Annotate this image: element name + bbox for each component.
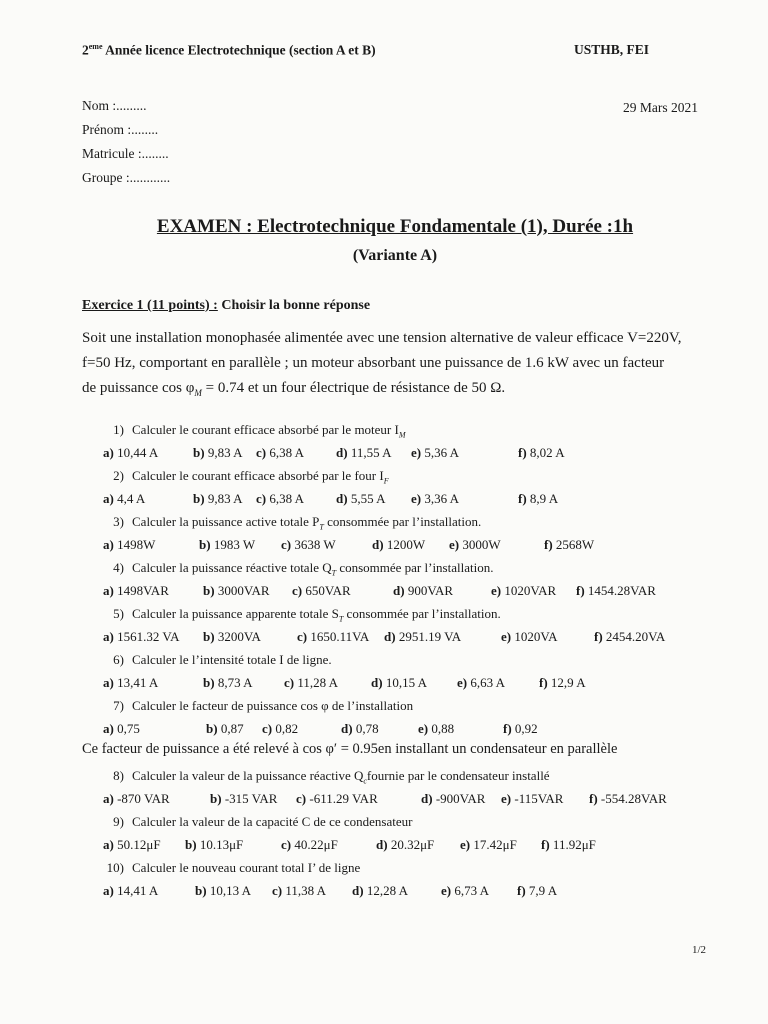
option-value: 10,13 A <box>209 883 251 898</box>
option-letter: a) <box>103 491 118 506</box>
option-value: 40.22μF <box>294 837 338 852</box>
question-4 <box>100 560 493 578</box>
question-text: Calculer la valeur de la puissance réactive Q <box>132 768 364 783</box>
question-number: 1) <box>113 422 124 437</box>
option-value: 6,38 A <box>269 491 305 506</box>
option-value: 6,73 A <box>454 883 490 898</box>
option-letter: d) <box>384 629 399 644</box>
question-number: 3) <box>113 514 124 529</box>
answer-option[interactable] <box>103 883 158 899</box>
answer-option[interactable] <box>193 445 242 461</box>
answer-option[interactable] <box>589 791 667 807</box>
question-number: 4) <box>113 560 124 575</box>
option-letter: e) <box>460 837 474 852</box>
option-value: 10,44 A <box>117 445 159 460</box>
question-9 <box>100 814 412 830</box>
option-value: 3,36 A <box>424 491 460 506</box>
answer-option[interactable] <box>371 675 427 691</box>
option-value: 7,9 A <box>528 883 558 898</box>
question-subscript: c <box>363 776 367 786</box>
option-letter: c) <box>296 791 310 806</box>
answer-option[interactable] <box>441 883 489 899</box>
option-value: 1561.32 VA <box>117 629 180 644</box>
field-prenom: Prénom :........ <box>82 122 159 137</box>
option-letter: f) <box>589 791 601 806</box>
option-letter: f) <box>576 583 588 598</box>
option-letter: e) <box>411 491 425 506</box>
exercise-label: Exercice 1 (11 points) : <box>82 298 218 313</box>
answer-option[interactable] <box>460 837 517 853</box>
question-8 <box>100 768 550 786</box>
answer-option[interactable] <box>103 491 145 507</box>
option-letter: e) <box>501 629 515 644</box>
option-letter: f) <box>517 883 529 898</box>
option-letter: a) <box>103 445 118 460</box>
question-10 <box>100 860 360 876</box>
question-text-cont: consommée par l’installation. <box>343 606 501 621</box>
option-letter: c) <box>256 491 270 506</box>
answer-option[interactable] <box>457 675 505 691</box>
answer-option[interactable] <box>206 721 244 737</box>
option-value: 13,41 A <box>117 675 159 690</box>
option-letter: b) <box>210 791 225 806</box>
answer-option[interactable] <box>103 445 158 461</box>
exam-title: EXAMEN : Electrotechnique Fondamentale (1), Durée :1h <box>156 216 634 237</box>
exercise-instruction: Choisir la bonne réponse <box>217 298 371 313</box>
option-value: -870 VAR <box>117 791 170 806</box>
option-value: 4,4 A <box>117 491 146 506</box>
question-text: Calculer la puissance apparente totale S <box>132 606 339 621</box>
option-letter: b) <box>203 675 218 690</box>
option-value: 11,38 A <box>285 883 327 898</box>
option-value: 8,02 A <box>529 445 565 460</box>
option-letter: e) <box>411 445 425 460</box>
answer-option[interactable] <box>103 837 161 853</box>
answer-option[interactable] <box>384 629 461 645</box>
answer-option[interactable] <box>103 537 155 553</box>
answer-option[interactable] <box>372 537 425 553</box>
answer-option[interactable] <box>103 675 158 691</box>
option-letter: d) <box>336 445 351 460</box>
option-value: 9,83 A <box>207 491 243 506</box>
answer-option[interactable] <box>103 629 179 645</box>
option-value: 2951.19 VA <box>398 629 462 644</box>
answer-option[interactable] <box>336 491 385 507</box>
option-letter: b) <box>195 883 210 898</box>
answer-option[interactable] <box>449 537 501 553</box>
field-nom: Nom :......... <box>82 98 147 113</box>
option-value: 11,55 A <box>350 445 392 460</box>
question-text-cont: fournie par le condensateur installé <box>366 768 550 783</box>
option-letter: c) <box>281 537 295 552</box>
option-letter: f) <box>518 491 530 506</box>
question-7 <box>100 698 413 714</box>
answer-option[interactable] <box>103 721 140 737</box>
answer-option[interactable] <box>539 675 586 691</box>
option-value: -900VAR <box>435 791 486 806</box>
option-value: 17.42μF <box>473 837 517 852</box>
option-letter: b) <box>193 445 208 460</box>
option-letter: d) <box>393 583 408 598</box>
option-letter: b) <box>203 583 218 598</box>
option-letter: b) <box>203 629 218 644</box>
option-value: 2568W <box>555 537 595 552</box>
option-letter: f) <box>594 629 606 644</box>
option-letter: c) <box>262 721 276 736</box>
option-letter: a) <box>103 837 118 852</box>
option-letter: c) <box>284 675 298 690</box>
answer-option[interactable] <box>195 883 251 899</box>
question-number: 10) <box>106 860 124 875</box>
answer-option[interactable] <box>411 445 459 461</box>
answer-option[interactable] <box>256 445 304 461</box>
institution: USTHB, FEI <box>574 42 650 57</box>
option-value: 0,88 <box>431 721 455 736</box>
option-letter: a) <box>103 883 118 898</box>
option-value: 1454.28VAR <box>587 583 656 598</box>
answer-option[interactable] <box>262 721 298 737</box>
answer-option[interactable] <box>518 445 565 461</box>
option-letter: f) <box>518 445 530 460</box>
option-value: -554.28VAR <box>600 791 667 806</box>
question-5 <box>100 606 501 624</box>
option-value: 1650.11VA <box>310 629 370 644</box>
option-letter: a) <box>103 791 118 806</box>
answer-option[interactable] <box>199 537 255 553</box>
answer-option[interactable] <box>501 629 557 645</box>
field-groupe: Groupe :............ <box>82 170 171 185</box>
option-value: 650VAR <box>305 583 351 598</box>
answer-option[interactable] <box>185 837 243 853</box>
answer-option[interactable] <box>421 791 485 807</box>
option-letter: e) <box>418 721 432 736</box>
answer-option[interactable] <box>411 491 459 507</box>
option-value: 6,38 A <box>269 445 305 460</box>
question-text-cont: consommée par l’installation. <box>323 514 482 529</box>
option-value: 9,83 A <box>207 445 243 460</box>
option-letter: e) <box>449 537 463 552</box>
question-text: Calculer la valeur de la capacité C de ce condensateur <box>132 814 413 829</box>
answer-option[interactable] <box>541 837 596 853</box>
option-letter: c) <box>281 837 295 852</box>
option-letter: d) <box>421 791 436 806</box>
answer-option[interactable] <box>193 491 242 507</box>
question-subscript: T <box>338 614 344 624</box>
question-subscript: M <box>398 430 406 440</box>
option-letter: a) <box>103 583 118 598</box>
option-letter: d) <box>376 837 391 852</box>
option-letter: a) <box>103 629 118 644</box>
option-value: 1200W <box>386 537 426 552</box>
option-value: 8,73 A <box>217 675 253 690</box>
option-letter: b) <box>199 537 214 552</box>
answer-option[interactable] <box>296 791 378 807</box>
option-value: 1020VA <box>514 629 558 644</box>
option-value: 5,36 A <box>424 445 460 460</box>
option-letter: c) <box>292 583 306 598</box>
answer-option[interactable] <box>103 583 169 599</box>
question-number: 7) <box>113 698 124 713</box>
question-1 <box>100 422 406 440</box>
answer-option[interactable] <box>103 791 170 807</box>
option-value: 5,55 A <box>350 491 386 506</box>
page-number: 1/2 <box>692 944 707 956</box>
option-letter: f) <box>541 837 553 852</box>
answer-option[interactable] <box>281 537 336 553</box>
answer-option[interactable] <box>336 445 392 461</box>
question-subscript: F <box>383 476 389 486</box>
question-text: Calculer la puissance réactive totale Q <box>132 560 332 575</box>
answer-option[interactable] <box>352 883 408 899</box>
option-value: -315 VAR <box>224 791 278 806</box>
option-value: 0,75 <box>117 721 140 736</box>
option-letter: f) <box>539 675 551 690</box>
option-value: 14,41 A <box>117 883 159 898</box>
question-subscript: T <box>319 522 324 532</box>
question-text-cont: consommée par l’installation. <box>336 560 494 575</box>
question-text: Calculer la puissance active totale P <box>132 514 320 529</box>
option-letter: c) <box>272 883 286 898</box>
answer-option[interactable] <box>292 583 351 599</box>
option-value: 0,87 <box>220 721 244 736</box>
option-letter: f) <box>503 721 515 736</box>
answer-option[interactable] <box>281 837 338 853</box>
option-value: -611.29 VAR <box>309 791 378 806</box>
question-3 <box>100 514 481 532</box>
option-letter: d) <box>372 537 387 552</box>
option-value: 50.12μF <box>117 837 161 852</box>
answer-option[interactable] <box>256 491 304 507</box>
option-value: -115VAR <box>514 791 564 806</box>
answer-option[interactable] <box>501 791 563 807</box>
option-value: 1498W <box>117 537 156 552</box>
option-value: 8,9 A <box>529 491 559 506</box>
mid-statement: Ce facteur de puissance a été relevé à cos φ′ = 0.95en installant un condensateur en parallèle <box>82 741 618 757</box>
answer-option[interactable] <box>203 675 252 691</box>
answer-option[interactable] <box>491 583 556 599</box>
option-value: 1020VAR <box>504 583 557 598</box>
option-letter: a) <box>103 537 118 552</box>
option-value: 6,63 A <box>470 675 506 690</box>
option-letter: d) <box>352 883 367 898</box>
answer-option[interactable] <box>297 629 369 645</box>
option-letter: f) <box>544 537 556 552</box>
option-value: 10,15 A <box>385 675 427 690</box>
option-value: 900VAR <box>407 583 454 598</box>
question-number: 5) <box>113 606 124 621</box>
answer-option[interactable] <box>576 583 656 599</box>
option-value: 10.13μF <box>199 837 244 852</box>
course-header: 2eme Année licence Electrotechnique (section A et B) <box>82 42 376 58</box>
answer-option[interactable] <box>210 791 277 807</box>
answer-option[interactable] <box>203 583 270 599</box>
question-text: Calculer le nouveau courant total I’ de ligne <box>132 860 361 875</box>
answer-option[interactable] <box>544 537 594 553</box>
answer-option[interactable] <box>341 721 379 737</box>
option-letter: d) <box>341 721 356 736</box>
option-letter: a) <box>103 721 118 736</box>
option-value: 0,92 <box>514 721 538 736</box>
question-number: 8) <box>113 768 124 783</box>
answer-option[interactable] <box>284 675 338 691</box>
exam-variant: (Variante A) <box>352 247 438 264</box>
question-text: Calculer le facteur de puissance cos φ de l’installation <box>132 698 414 713</box>
question-2 <box>100 468 389 486</box>
option-value: 2454.20VA <box>605 629 666 644</box>
option-letter: e) <box>441 883 455 898</box>
option-letter: e) <box>457 675 471 690</box>
option-value: 12,28 A <box>366 883 408 898</box>
option-letter: d) <box>336 491 351 506</box>
question-subscript: T <box>331 568 337 578</box>
question-text: Calculer le courant efficace absorbé par le four I <box>132 468 384 483</box>
exam-date: 29 Mars 2021 <box>623 100 698 115</box>
option-value: 11,28 A <box>297 675 339 690</box>
field-matricule: Matricule :........ <box>82 146 169 161</box>
option-value: 11.92μF <box>552 837 596 852</box>
answer-option[interactable] <box>518 491 558 507</box>
exercise-statement: Soit une installation monophasée alimentée avec une tension alternative de valeur efficace V=220V, f=50 Hz, comportant en parallèle ; un moteur absorbant une puissance de 1.6 kW avec un facteur de puissance $\cos \varphi_M = 0.74$ et un four électrique de résistance de 50 Ω. <box>82 330 682 398</box>
option-letter: b) <box>206 721 221 736</box>
option-letter: c) <box>256 445 270 460</box>
answer-option[interactable] <box>272 883 326 899</box>
option-letter: b) <box>193 491 208 506</box>
answer-option[interactable] <box>393 583 453 599</box>
question-number: 9) <box>113 814 124 829</box>
option-letter: d) <box>371 675 386 690</box>
option-letter: c) <box>297 629 311 644</box>
answer-option[interactable] <box>203 629 261 645</box>
option-letter: b) <box>185 837 200 852</box>
exercise-header <box>82 298 370 314</box>
option-value: 12,9 A <box>550 675 586 690</box>
question-text: Calculer le l’intensité totale I de ligne. <box>132 652 332 667</box>
option-value: 3000VAR <box>217 583 270 598</box>
option-value: 0,78 <box>355 721 379 736</box>
question-text: Calculer le courant efficace absorbé par le moteur I <box>132 422 399 437</box>
option-value: 3000W <box>462 537 501 552</box>
answer-option[interactable] <box>517 883 557 899</box>
question-number: 6) <box>113 652 124 667</box>
option-value: 3638 W <box>294 537 336 552</box>
answer-option[interactable] <box>376 837 434 853</box>
option-letter: e) <box>491 583 505 598</box>
question-6 <box>100 652 332 668</box>
option-value: 1983 W <box>213 537 256 552</box>
answer-option[interactable] <box>503 721 538 737</box>
option-letter: e) <box>501 791 515 806</box>
answer-option[interactable] <box>418 721 454 737</box>
answer-option[interactable] <box>594 629 665 645</box>
option-letter: a) <box>103 675 118 690</box>
question-number: 2) <box>113 468 124 483</box>
option-value: 3200VA <box>217 629 261 644</box>
option-value: 0,82 <box>275 721 299 736</box>
option-value: 1498VAR <box>117 583 169 598</box>
option-value: 20.32μF <box>390 837 435 852</box>
